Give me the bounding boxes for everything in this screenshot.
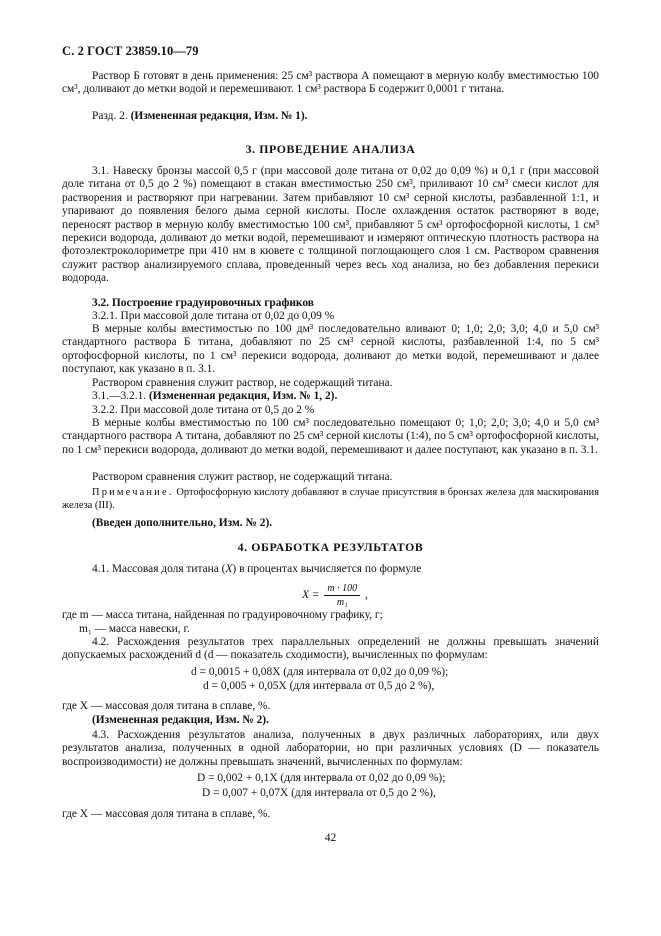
- formula-numerator: m · 100: [324, 583, 360, 596]
- page-number: 42: [324, 832, 337, 844]
- formula-fraction: [324, 583, 360, 608]
- paragraph-4-1-end: ) в процентах вычисляется по формуле: [232, 563, 422, 575]
- change-note-prefix: Разд. 2.: [92, 110, 128, 122]
- paragraph-solution-b: Раствор Б готовят в день применения: 25 см³ раствора А помещают в мерную колбу вместимостью 100 см³, доливают до метки водой и перемешивают. 1 см³ раствора Б содержит 0,0001 г титана.: [62, 70, 599, 96]
- change-note-range: 3.1.—3.2.1.: [92, 390, 147, 402]
- note-label: Примечание.: [92, 487, 174, 498]
- where-x-2: где X — массовая доля титана в сплаве, %.: [62, 808, 271, 820]
- subsection-3-2-2-title: 3.2.2. При массовой доле титана от 0,5 до 2 %: [92, 404, 315, 416]
- section-3-title: 3. ПРОВЕДЕНИЕ АНАЛИЗА: [245, 142, 416, 156]
- section-4-title: 4. ОБРАБОТКА РЕЗУЛЬТАТОВ: [237, 540, 424, 554]
- variable-x: X: [225, 563, 233, 575]
- paragraph-4-1-start: 4.1. Массовая доля титана (: [92, 563, 226, 575]
- change-note-3-1: [62, 390, 599, 403]
- paragraph-3-2-1-reference: Раствором сравнения служит раствор, не содержащий титана.: [92, 377, 393, 389]
- added-note: (Введен дополнительно, Изм. № 2).: [92, 517, 273, 529]
- change-note-section-2: [62, 110, 599, 123]
- page-header: С. 2 ГОСТ 23859.10—79: [62, 44, 199, 58]
- formula-d-line-1: d = 0,0015 + 0,08X (для интервала от 0,02 до 0,09 %);: [191, 666, 449, 678]
- change-note-4-2: (Измененная редакция, Изм. № 2).: [92, 714, 269, 726]
- note: [62, 487, 599, 512]
- paragraph-4-1: [62, 563, 599, 576]
- where-x-1: где X — массовая доля титана в сплаве, %.: [62, 700, 271, 712]
- formula-tail: ,: [364, 589, 368, 602]
- formula-D-line-2: D = 0,007 + 0,07X (для интервала от 0,5 до 2 %),: [202, 787, 436, 799]
- formula-denominator: m₁: [336, 597, 348, 608]
- change-note-bold-2: (Измененная редакция, Изм. № 1, 2).: [148, 390, 338, 402]
- paragraph-3-2-1: В мерные колбы вместимостью по 100 дм³ последовательно вливают 0; 1,0; 2,0; 3,0; 4,0 и 5,0 см³ стандартного раствора Б титана, добавляют по 25 см³ серной кислоты, разбавленной 1:4, по 5 см³ ортофосфорной кислоты, по 1 см³ перекиси водорода, доливают до метки водой, перемешивают и далее поступают, как указано в п. 3.1.: [62, 323, 599, 376]
- subsection-3-2-1-title: 3.2.1. При массовой доле титана от 0,02 до 0,09 %: [92, 310, 335, 322]
- paragraph-3-2-2: В мерные колбы вместимостью по 100 см³ последовательно помещают 0; 1,0; 2,0; 3,0; 4,0 и 5,0 см³ стандартного раствора А титана, добавляют по 25 см³ серной кислоты (1:4), по 5 см³ ортофосфорной кислоты, по 1 см³ перекиси водорода, доливают до метки водой, перемешивают и далее поступают, как указано в п. 3.1.: [62, 417, 599, 456]
- where-m: где m — масса титана, найденная по градуировочному графику, г;: [62, 609, 383, 621]
- paragraph-3-2-2-reference: Раствором сравнения служит раствор, не содержащий титана.: [92, 471, 393, 483]
- change-note-bold: (Измененная редакция, Изм. № 1).: [130, 110, 308, 122]
- subsection-3-2-title: 3.2. Построение градуировочных графиков: [92, 297, 314, 309]
- formula-mass-fraction: [302, 583, 368, 608]
- formula-lhs: X =: [302, 589, 320, 602]
- paragraph-4-3: 4.3. Расхождения результатов анализа, полученных в двух различных лабораториях, или двух результатов анализа, полученных в одной лаборатории, но при различных условиях (D — показатель воспроизводимости) не должны превышать значений, вычисленных по формулам:: [62, 729, 599, 768]
- formula-d-line-2: d = 0,005 + 0,05X (для интервала от 0,5 до 2 %),: [203, 680, 435, 692]
- paragraph-3-1: 3.1. Навеску бронзы массой 0,5 г (при массовой доле титана от 0,02 до 0,09 %) и 0,1 г (при массовой доле титана от 0,5 до 2 %) помещают в стакан вместимостью 250 см³, приливают 10 см³ смеси кислот для растворения и растворяют при нагревании. Затем прибавляют 10 см³ серной кислоты, разбавленной 1:1, и упаривают до появления белого дыма серной кислоты. После охлаждения остаток растворяют в воде, переносят раствор в мерную колбу вместимостью 100 см³, прибавляют 5 см³ ортофосфорной кислоты, 1 см³ перекиси водорода, доливают до метки водой, перемешивают и измеряют оптическую плотность раствора на фотоэлектроколориметре при 410 нм в кювете с толщиной поглощающего слоя 1 см. Раствором сравнения служит раствор анализируемого сплава, проведенный через весь ход анализа, но без добавления перекиси водорода.: [62, 165, 599, 285]
- where-m1: m₁ — масса навески, г.: [79, 623, 190, 635]
- formula-D-line-1: D = 0,002 + 0,1X (для интервала от 0,02 до 0,09 %);: [197, 772, 446, 784]
- note-text: Ортофосфорную кислоту добавляют в случае присутствия в бронзах железа для маскирования железа (III).: [62, 487, 599, 511]
- paragraph-4-2: 4.2. Расхождения результатов трех параллельных определений не должны превышать значений допускаемых расхождений d (d — показатель сходимости), вычисленных по формулам:: [62, 636, 599, 662]
